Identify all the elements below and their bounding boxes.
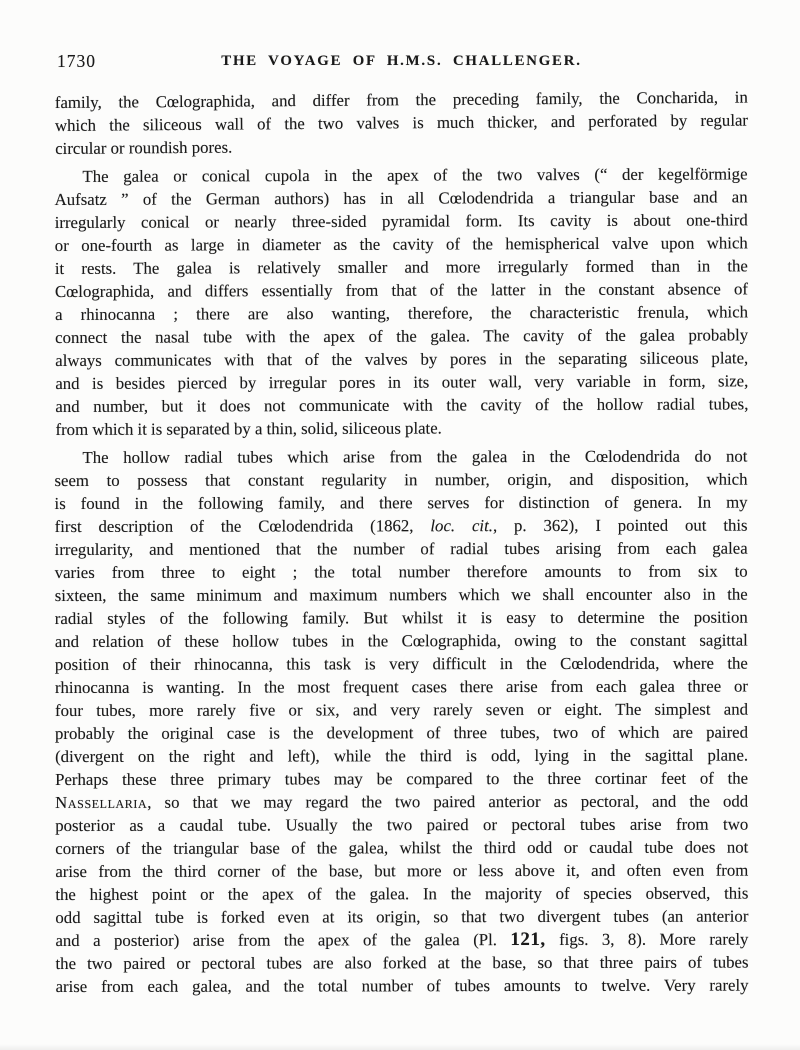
text-line: or one-fourth as large in diameter as the cavity of the hemispherical valve upon which (54, 233, 748, 256)
text-line: corners of the triangular base of the galea, whilst the third odd or caudal tube does not (55, 837, 749, 858)
page-text (54, 87, 749, 998)
text-line: Perhaps these three primary tubes may be compared to the three cortinar feet of the (55, 768, 749, 789)
text-line: radial styles of the following family. But whilst it is easy to determine the position (54, 607, 748, 629)
text-line: odd sagittal tube is forked even at its origin, so that two divergent tubes (an anterior (55, 906, 749, 927)
page-header (55, 50, 748, 74)
text-line: arise from each galea, and the total number of tubes amounts to twelve. Very rarely (55, 975, 749, 996)
text-line: and relation of these hollow tubes in the Cœlographida, owing to the constant sagittal (54, 630, 748, 652)
smallcaps-taxon-name: Nassellaria (55, 792, 148, 812)
running-title: THE VOYAGE OF H.M.S. CHALLENGER. (221, 53, 582, 69)
text-line: and is besides pierced by irregular pores in its outer wall, very variable in form, size, (55, 371, 749, 393)
text-line: Cœlographida, and differs essentially from that of the latter in the constant absence of (54, 279, 748, 301)
text-line: (divergent on the right and left), while the third is odd, lying in the sagittal plane. (55, 745, 749, 766)
text-line: connect the nasal tube with the apex of the galea. The cavity of the galea probably (55, 325, 749, 347)
text-line: and number, but it does not communicate with the cavity of the hollow radial tubes, (55, 394, 749, 416)
text-line: The galea or conical cupola in the apex of the two valves (“ der kegelförmige (82, 164, 748, 186)
text-line: varies from three to eight ; the total number therefore amounts to from six to (54, 561, 748, 583)
scan-edge-shadow (0, 1044, 800, 1050)
paragraph (54, 162, 748, 441)
plate-number: 121, (510, 928, 546, 951)
text-line: sixteen, the same minimum and maximum numbers which we shall encounter also in the (54, 584, 748, 606)
page-number: 1730 (57, 51, 96, 71)
text-line: position of their rhinocanna, this task is very difficult in the Cœlodendrida, where the (54, 653, 748, 675)
text-line: rhinocanna is wanting. In the most frequent cases there arise from each galea three or (54, 676, 748, 698)
text-line: is found in the following family, and there serves for distinction of genera. In my (54, 492, 748, 514)
text-line: and a posterior) arise from the apex of the galea (Pl. 121, figs. 3, 8). More rarely (55, 928, 749, 951)
text-line: family, the Cœlographida, and differ from the preceding family, the Concharida, in (54, 87, 748, 113)
text-line: circular or roundish pores. (55, 137, 233, 158)
text-line: arise from the third corner of the base, but more or less above it, and often even from (55, 860, 749, 881)
text-line: a rhinocanna ; there are also wanting, therefore, the characteristic frenula, which (55, 302, 749, 324)
text-line: Nassellaria, so that we may regard the two paired anterior as pectoral, and the odd (55, 791, 749, 812)
text-line: which the siliceous wall of the two valves is much thicker, and perforated by regular (54, 110, 749, 135)
text-line: irregularity, and mentioned that the number of radial tubes arising from each galea (54, 538, 748, 560)
paragraph (54, 445, 748, 998)
text-line: four tubes, more rarely five or six, and very rarely seven or eight. The simplest and (54, 699, 748, 720)
text-line: first description of the Cœlodendrida (1862, loc. cit., p. 362), I pointed out this (54, 515, 748, 537)
text-line: seem to possess that constant regularity in number, origin, and disposition, which (54, 469, 748, 491)
text-line: probably the original case is the development of three tubes, two of which are paired (55, 722, 749, 743)
text-line: irregularly conical or nearly three-sided pyramidal form. Its cavity is about one-third (54, 210, 748, 233)
italic-citation: loc. cit. (430, 516, 493, 536)
text-line: from which it is separated by a thin, solid, siliceous plate. (55, 418, 442, 439)
text-line: The hollow radial tubes which arise from the galea in the Cœlodendrida do not (82, 446, 748, 467)
text-line: always communicates with that of the valves by pores in the separating siliceous plate, (55, 348, 749, 370)
text-line: the highest point or the apex of the galea. In the majority of species observed, this (55, 883, 749, 904)
text-line: Aufsatz ” of the German authors) has in all Cœlodendrida a triangular base and an (54, 187, 748, 210)
text-line: the two paired or pectoral tubes are also forked at the base, so that three pairs of tubes (55, 952, 749, 973)
paragraph (55, 86, 749, 160)
text-line: posterior as a caudal tube. Usually the two paired or pectoral tubes arise from two (55, 814, 749, 835)
text-line: it rests. The galea is relatively smaller and more irregularly formed than in the (54, 256, 748, 279)
